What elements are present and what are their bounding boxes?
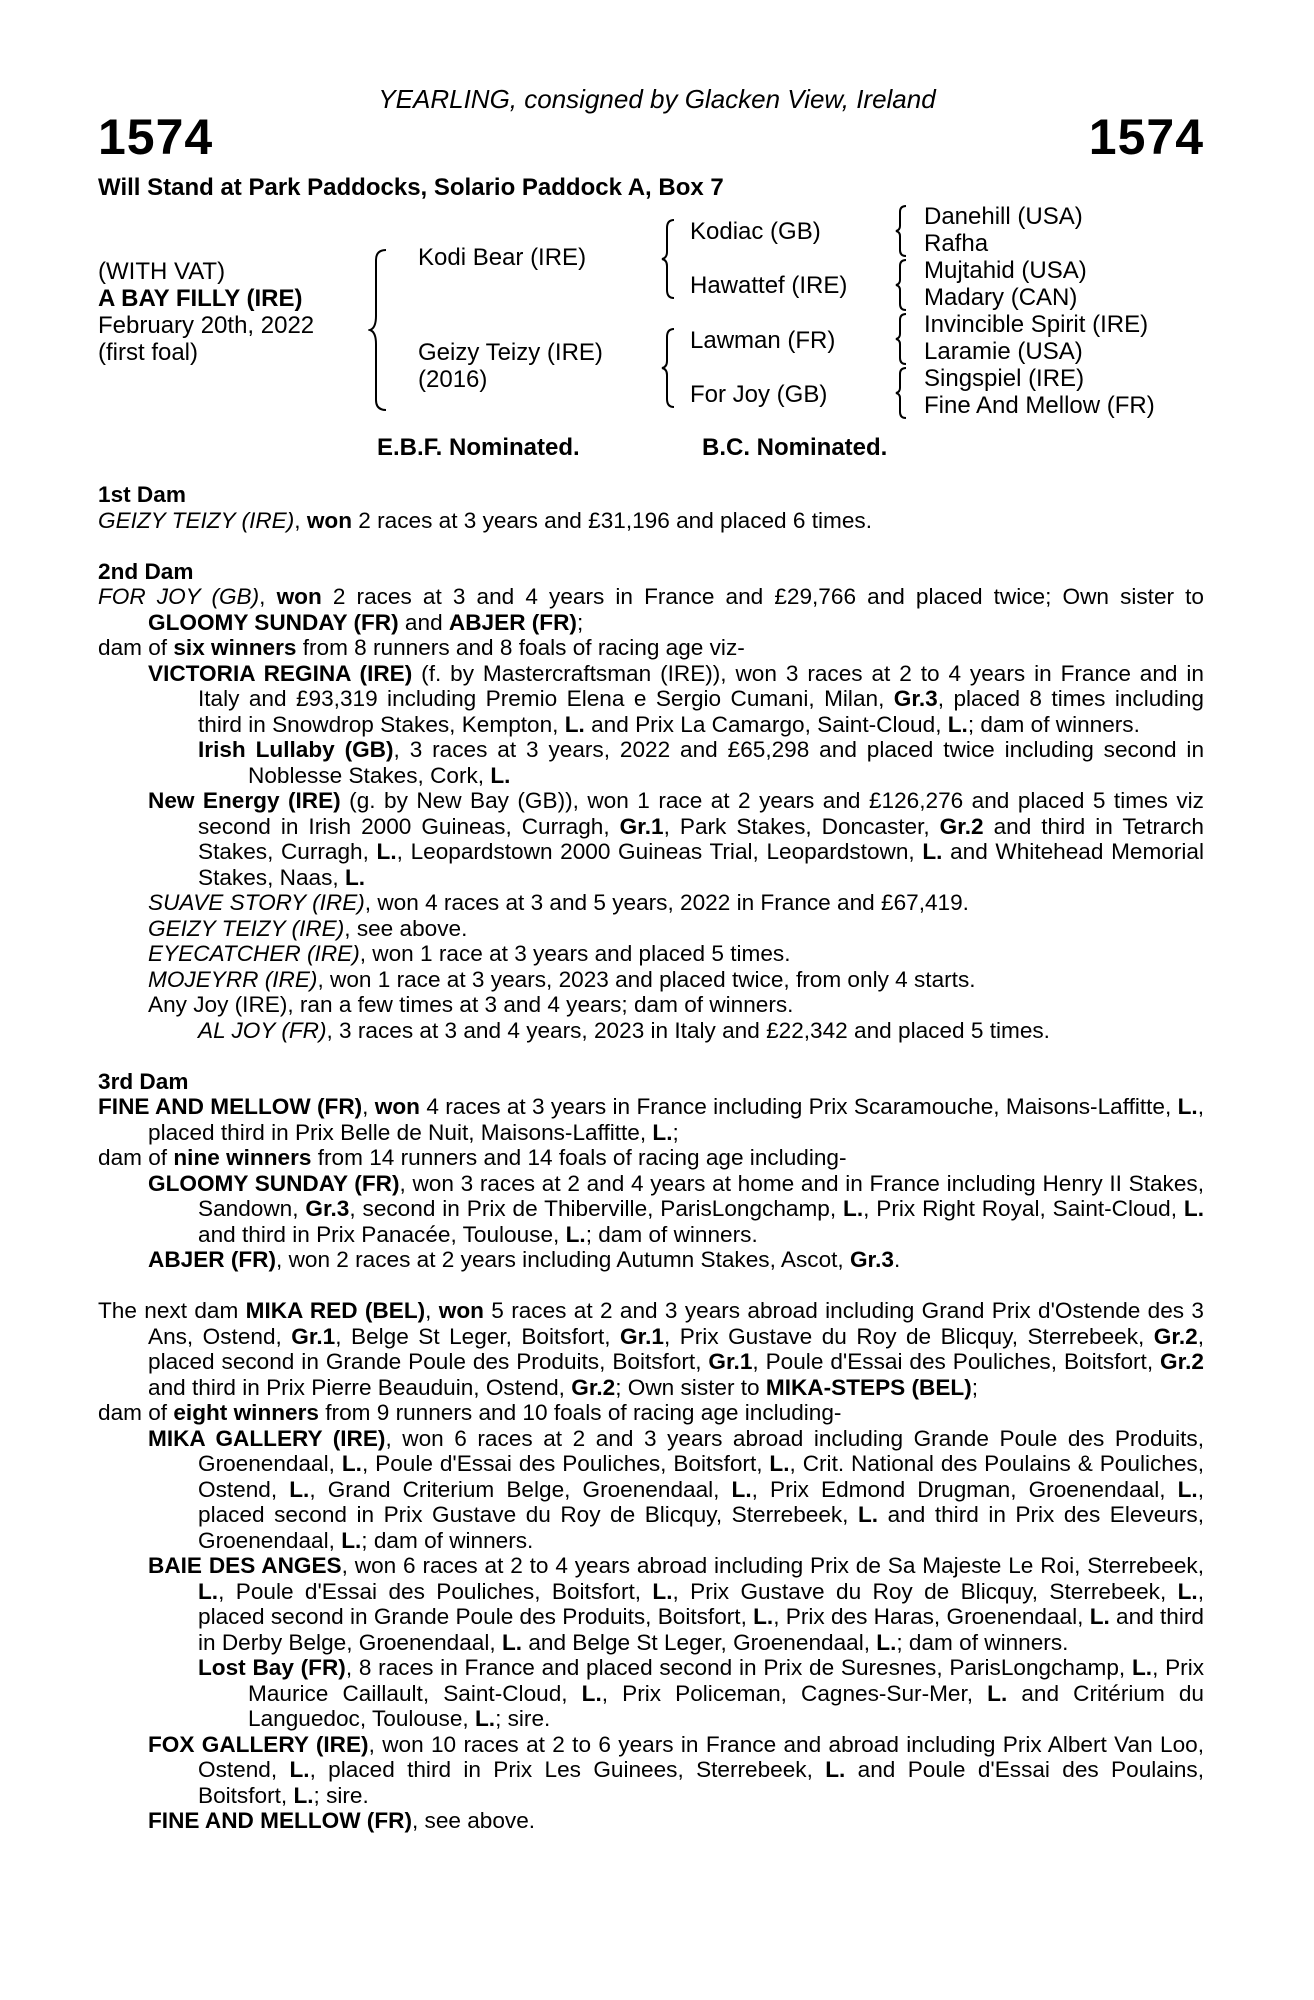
second-dam-section — [98, 559, 1204, 1044]
pedigree-brace-dam — [660, 327, 676, 409]
sire-name: Kodi Bear (IRE) — [418, 244, 587, 271]
pedigree-brace-g3-4 — [894, 366, 908, 420]
first-dam-entry: GEIZY TEIZY (IRE), won 2 races at 3 years and £31,196 and placed 6 times. — [98, 507, 873, 533]
produce-baie-des-anges: BAIE DES ANGES, won 6 races at 2 to 4 years abroad including Prix de Sa Majeste Le Roi, Sterrebeek, L., Poule d'Essai des Pouliches, Boitsfort, L., Prix Gustave du Roy de Blicquy, Sterrebeek, L., placed second in Grande Poule des Produits, Boitsfort, L., Prix des Haras, Groenendaal, L. and third in Derby Belge, Groenendaal, L. and Belge St Leger, Groenendaal, L.; dam of winners. — [148, 1553, 1205, 1655]
dam-year: (2016) — [418, 366, 488, 393]
produce-abjer: ABJER (FR), won 2 races at 2 years including Autumn Stakes, Ascot, Gr.3. — [148, 1247, 901, 1272]
produce-lost-bay: Lost Bay (FR), 8 races in France and placed second in Prix de Suresnes, ParisLongchamp, L., Prix Maurice Caillault, Saint-Cloud, L., Prix Policeman, Cagnes-Sur-Mer, L. and Critérium du Languedoc, Toulouse, L.; sire. — [198, 1655, 1205, 1731]
pedigree-brace-main — [368, 248, 390, 412]
pedigree-brace-g3-1 — [894, 204, 908, 258]
produce-suave-story: SUAVE STORY (IRE), won 4 races at 3 and 5 years, 2022 in France and £67,419. — [148, 890, 969, 915]
produce-any-joy: Any Joy (IRE), ran a few times at 3 and 4 years; dam of winners. — [148, 992, 794, 1017]
first-dam-heading: 1st Dam — [98, 482, 186, 507]
first-dam-section — [98, 482, 1204, 533]
produce-gloomy-sunday: GLOOMY SUNDAY (FR), won 3 races at 2 and 4 years at home and in France including Henry II Stakes, Sandown, Gr.3, second in Prix de Thiberville, ParisLongchamp, L., Prix Right Royal, Saint-Cloud, L. and third in Prix Panacée, Toulouse, L.; dam of winners. — [148, 1170, 1204, 1247]
sire-dam: Hawattef (IRE) — [690, 272, 848, 299]
g3-danehill: Danehill (USA) — [924, 203, 1083, 230]
produce-new-energy: New Energy (IRE) (g. by New Bay (GB)), won 1 race at 2 years and £126,276 and placed 5 times viz second in Irish 2000 Guineas, Curragh, Gr.1, Park Stakes, Doncaster, Gr.2 and third in Tetrarch Stakes, Curragh, L., Leopardstown 2000 Guineas Trial, Leopardstown, L. and Whitehead Memorial Stakes, Naas, L. — [148, 788, 1204, 890]
second-dam-heading: 2nd Dam — [98, 558, 194, 584]
catalogue-body — [98, 482, 1204, 1834]
g3-singspiel: Singspiel (IRE) — [924, 365, 1085, 392]
produce-victoria-regina: VICTORIA REGINA (IRE) (f. by Mastercraftsman (IRE)), won 3 races at 2 to 4 years in France and in Italy and £93,319 including Premio Elena e Sergio Cumani, Milan, Gr.3, placed 8 times including third in Snowdrop Stakes, Kempton, L. and Prix La Camargo, Saint-Cloud, L.; dam of winners. — [148, 660, 1204, 737]
horse-dob: February 20th, 2022 — [98, 312, 315, 339]
produce-al-joy: AL JOY (FR), 3 races at 3 and 4 years, 2023 in Italy and £22,342 and placed 5 times. — [198, 1017, 1050, 1043]
third-dam-heading: 3rd Dam — [98, 1068, 189, 1094]
next-dam-entry: The next dam MIKA RED (BEL), won 5 races at 2 and 3 years abroad including Grand Prix d'Ostende des 3 Ans, Ostend, Gr.1, Belge St Leger, Boitsfort, Gr.1, Prix Gustave du Roy de Blicquy, Sterrebeek, Gr.2, placed second in Grande Poule des Produits, Boitsfort, Gr.1, Poule d'Essai des Pouliches, Boitsfort, Gr.2 and third in Prix Pierre Beauduin, Ostend, Gr.2; Own sister to MIKA-STEPS (BEL); — [98, 1298, 1204, 1400]
horse-vat: (WITH VAT) — [98, 258, 226, 285]
bc-nominated: B.C. Nominated. — [702, 434, 888, 461]
third-dam-section — [98, 1069, 1204, 1273]
g3-invincible-spirit: Invincible Spirit (IRE) — [924, 311, 1149, 338]
ebf-nominated: E.B.F. Nominated. — [377, 434, 580, 461]
consignment-line: YEARLING, consigned by Glacken View, Ireland — [378, 84, 936, 114]
g3-madary: Madary (CAN) — [924, 284, 1078, 311]
dam-sire: Lawman (FR) — [690, 327, 836, 354]
g3-fine-and-mellow: Fine And Mellow (FR) — [924, 392, 1155, 419]
second-dam-entry: FOR JOY (GB), won 2 races at 3 and 4 years in France and £29,766 and placed twice; Own sister to GLOOMY SUNDAY (FR) and ABJER (FR); — [98, 584, 1205, 635]
produce-fox-gallery: FOX GALLERY (IRE), won 10 races at 2 to 6 years in France and abroad including Prix Albert Van Loo, Ostend, L., placed third in Prix Les Guinees, Sterrebeek, L. and Poule d'Essai des Poulains, Boitsfort, L.; sire. — [148, 1731, 1205, 1808]
pedigree-brace-g3-2 — [894, 258, 908, 312]
g3-mujtahid: Mujtahid (USA) — [924, 257, 1087, 284]
stand-location: Will Stand at Park Paddocks, Solario Paddock A, Box 7 — [98, 174, 724, 201]
produce-eyecatcher: EYECATCHER (IRE), won 1 race at 3 years and placed 5 times. — [148, 941, 791, 966]
next-dam-produce-summary: dam of eight winners from 9 runners and 10 foals of racing age including- — [98, 1400, 842, 1425]
sire-sire: Kodiac (GB) — [690, 218, 821, 245]
produce-geizy-teizy: GEIZY TEIZY (IRE), see above. — [148, 915, 468, 941]
produce-mika-gallery: MIKA GALLERY (IRE), won 6 races at 2 and 3 years abroad including Grande Poule des Produits, Groenendaal, L., Poule d'Essai des Pouliches, Boitsfort, L., Crit. National des Poulains & Pouliches, Ostend, L., Grand Criterium Belge, Groenendaal, L., Prix Edmond Drugman, Groenendaal, L., placed second in Prix Gustave du Roy de Blicquy, Sterrebeek, L. and third in Prix des Eleveurs, Groenendaal, L.; dam of winners. — [148, 1425, 1204, 1553]
dam-name: Geizy Teizy (IRE) — [418, 339, 603, 366]
produce-irish-lullaby: Irish Lullaby (GB), 3 races at 3 years, 2022 and £65,298 and placed twice including second in Noblesse Stakes, Cork, L. — [198, 737, 1205, 788]
horse-foal: (first foal) — [98, 339, 199, 366]
pedigree-brace-sire — [660, 218, 676, 300]
produce-mojeyrr: MOJEYRR (IRE), won 1 race at 3 years, 2023 and placed twice, from only 4 starts. — [148, 966, 976, 992]
second-dam-produce-summary: dam of six winners from 8 runners and 8 foals of racing age viz- — [98, 635, 745, 660]
pedigree-brace-g3-3 — [894, 312, 908, 366]
third-dam-entry: FINE AND MELLOW (FR), won 4 races at 3 years in France including Prix Scaramouche, Maisons-Laffitte, L., placed third in Prix Belle de Nuit, Maisons-Laffitte, L.; — [98, 1094, 1204, 1145]
produce-fine-and-mellow: FINE AND MELLOW (FR), see above. — [148, 1808, 536, 1833]
lot-number-left: 1574 — [98, 109, 214, 165]
third-dam-produce-summary: dam of nine winners from 14 runners and 14 foals of racing age including- — [98, 1145, 847, 1170]
next-dam-section — [98, 1298, 1204, 1834]
lot-number-right: 1574 — [1088, 109, 1204, 165]
dam-dam: For Joy (GB) — [690, 381, 828, 408]
g3-rafha: Rafha — [924, 230, 989, 257]
horse-name: A BAY FILLY (IRE) — [98, 285, 303, 312]
g3-laramie: Laramie (USA) — [924, 338, 1083, 365]
